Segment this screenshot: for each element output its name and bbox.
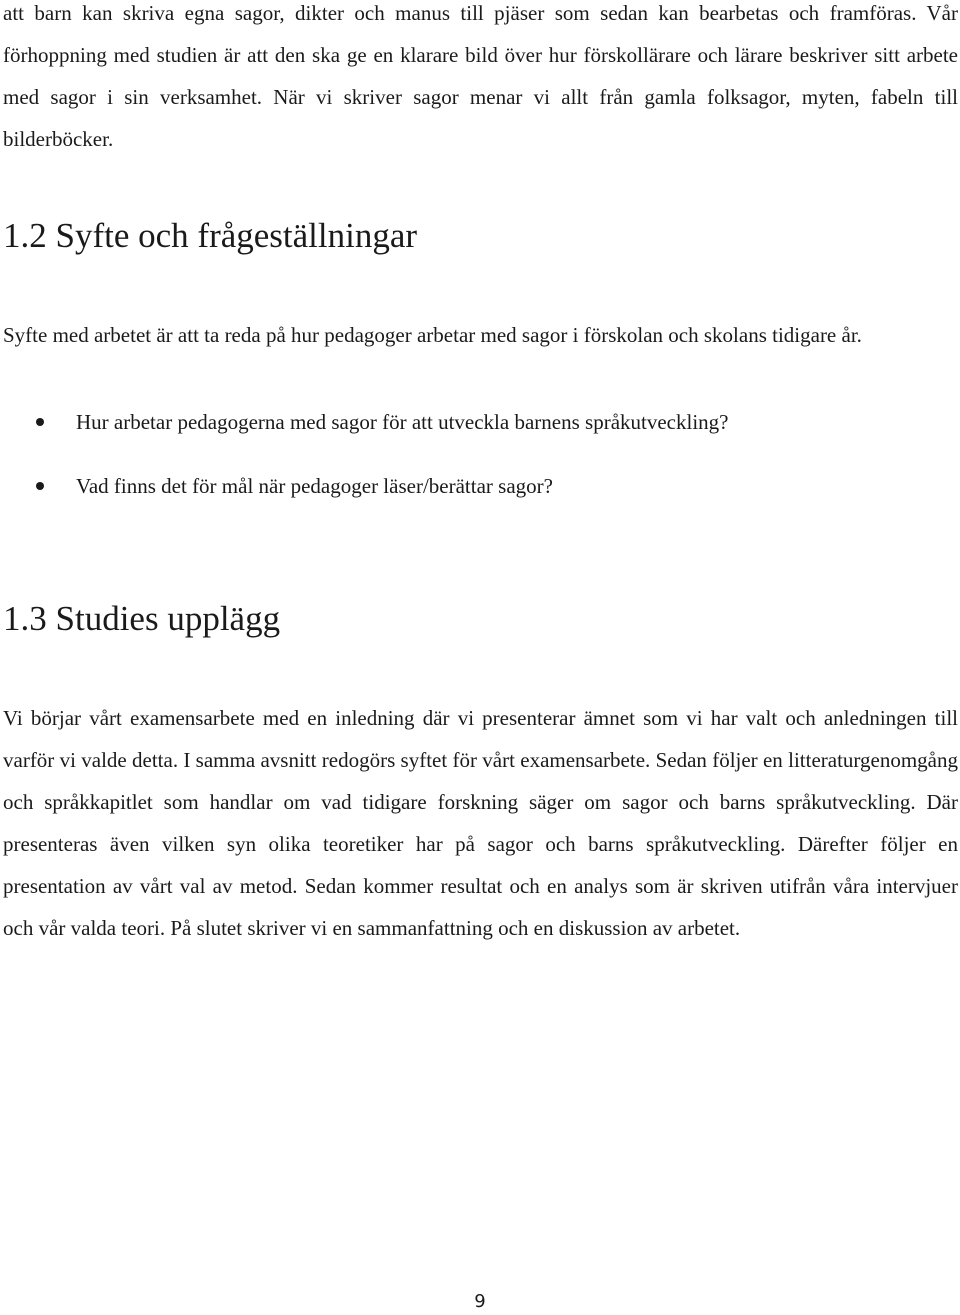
page-number: 9 — [474, 1291, 486, 1312]
list-item — [0, 402, 960, 466]
section-1-2-paragraph: Syfte med arbetet är att ta reda på hur pedagoger arbetar med sagor i förskolan och skolans tidigare år. — [3, 323, 862, 347]
section-1-3-paragraph: Vi börjar vårt examensarbete med en inledning där vi presenterar ämnet som vi har valt och anledningen till varför vi valde detta. I samma avsnitt redogörs syftet för vårt examensarbete. Sedan följer en litteraturgenomgång och språkkapitlet som handlar om vad tidigare forskning säger om sagor och barns språkutveckling. Där presenteras även vilken syn olika teoretiker har på sagor och barns språkutveckling. Därefter följer en presentation av vårt val av metod. Sedan kommer resultat och en analys som är skriven utifrån våra intervjuer och vår valda teori. På slutet skriver vi en sammanfattning och en diskussion av arbetet. — [3, 706, 958, 940]
section-heading-1-3: 1.3 Studies upplägg — [3, 599, 281, 638]
bullet-icon — [36, 482, 44, 490]
intro-paragraph: att barn kan skriva egna sagor, dikter och manus till pjäser som sedan kan bearbetas och framföras. Vår förhoppning med studien är att den ska ge en klarare bild över hur förskollärare och lärare beskriver sitt arbete med sagor i sin verksamhet. När vi skriver sagor menar vi allt från gamla folksagor, myten, fabeln till bilderböcker. — [3, 1, 958, 151]
section-heading-1-2: 1.2 Syfte och frågeställningar — [3, 216, 418, 255]
question-text: Hur arbetar pedagogerna med sagor för att utveckla barnens språkutveckling? — [76, 410, 729, 434]
question-text: Vad finns det för mål när pedagoger läser/berättar sagor? — [76, 474, 553, 498]
bullet-icon — [36, 418, 44, 426]
research-questions-list — [0, 402, 960, 530]
list-item — [0, 466, 960, 530]
